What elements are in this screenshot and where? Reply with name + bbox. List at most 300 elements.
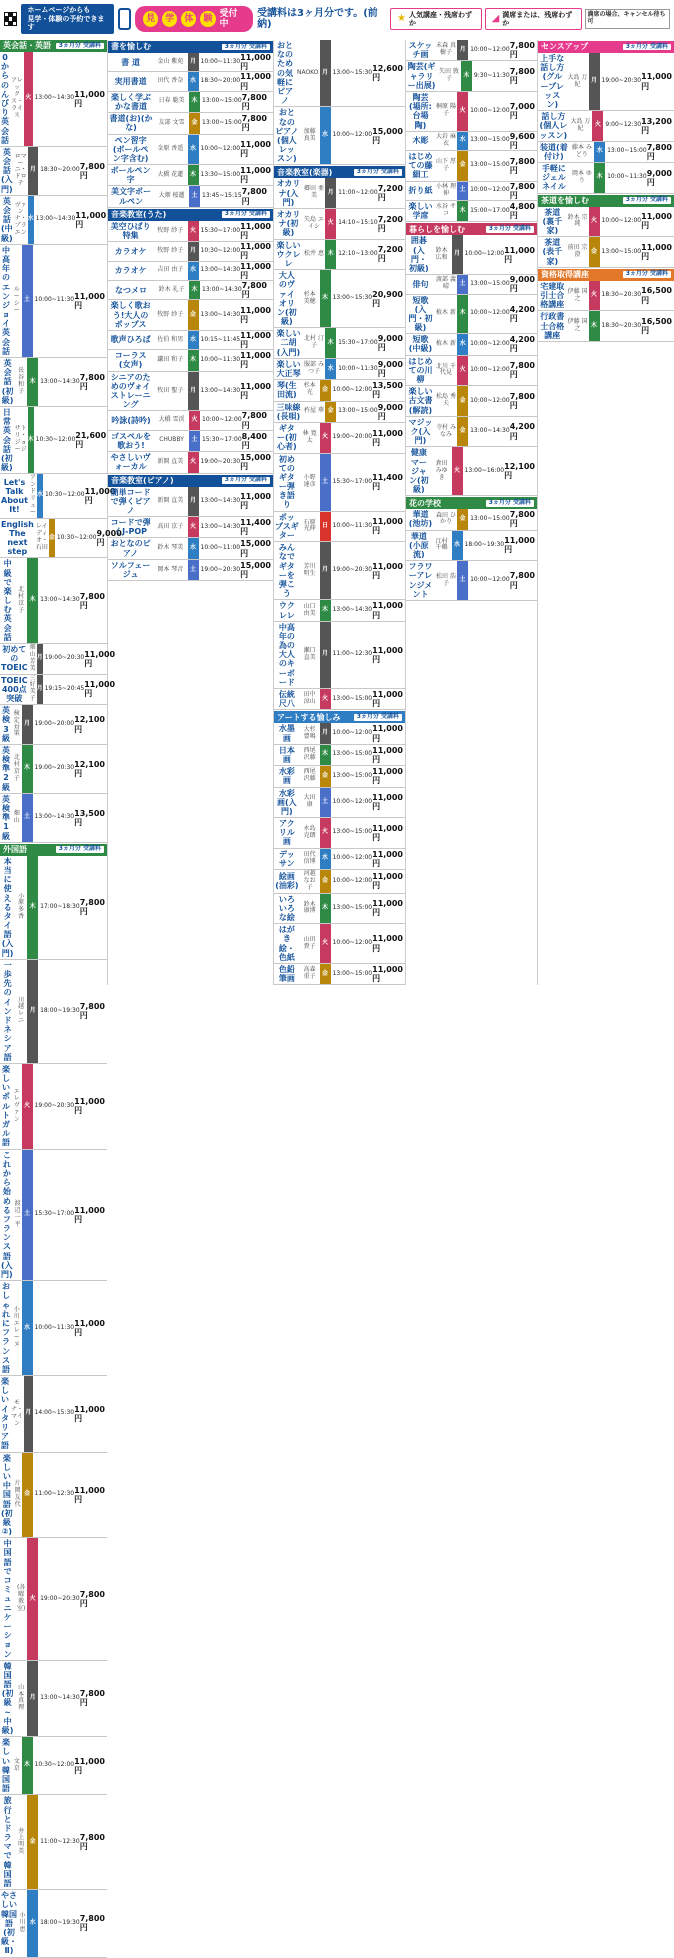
course-price <box>641 53 674 110</box>
course-row[interactable] <box>0 1737 107 1795</box>
course-price <box>80 147 107 195</box>
hp-line2: 見学・体験の予約できます <box>27 14 105 32</box>
course-price <box>510 356 537 386</box>
weekday-badge: 金 <box>320 870 331 893</box>
course-row[interactable] <box>108 262 273 281</box>
course-title: 中高年のエンジョイ英会話 <box>2 245 10 356</box>
course-row[interactable] <box>0 674 116 706</box>
price-value: 11,000円 <box>74 1485 105 1504</box>
price-value: 4,200円 <box>509 422 535 441</box>
course-row[interactable] <box>0 52 107 147</box>
instructor: 田代 信博 <box>303 850 316 865</box>
course-row[interactable] <box>406 295 537 335</box>
instructor: 河越 なお子 <box>303 870 316 891</box>
instructor: 植木 新 <box>436 339 456 347</box>
course-row[interactable] <box>274 924 405 964</box>
course-row[interactable] <box>274 40 405 107</box>
instructor: アンドリュー <box>29 474 36 516</box>
course-title: 華道(小原流) <box>409 531 429 559</box>
course-title: 茶道(裏千家) <box>542 207 563 235</box>
course-time: 13:00~15:00 <box>332 828 373 836</box>
section-title: 茶道を愉しむ <box>541 196 589 206</box>
instructor: 小原 多香 <box>18 892 25 921</box>
course-row[interactable] <box>0 1661 107 1738</box>
price-value: 12,600円 <box>372 63 403 83</box>
course-row[interactable] <box>108 135 273 166</box>
course-row[interactable] <box>108 517 273 538</box>
course-row[interactable] <box>406 132 537 151</box>
course-price <box>641 311 674 341</box>
course-row[interactable] <box>406 201 537 222</box>
course-title: 楽しい中国語(初級②) <box>1 1453 13 1537</box>
course-price <box>240 452 273 472</box>
price-value: 15,000円 <box>240 539 271 558</box>
course-list <box>538 53 674 194</box>
course-time: 17:00~18:30 <box>40 902 80 910</box>
course-price <box>378 402 405 422</box>
course-time: 14:00~15:30 <box>34 1409 75 1417</box>
course-row[interactable] <box>0 196 107 245</box>
weekday-badge: 木 <box>320 600 331 620</box>
instructor: 渡部 義晴 <box>436 276 456 291</box>
course-row[interactable] <box>108 221 273 242</box>
course-row[interactable] <box>274 542 405 600</box>
price-value: 9,000円 <box>377 359 403 378</box>
course-title: カラオケ <box>114 246 147 256</box>
course-row[interactable] <box>0 245 107 358</box>
instructor: 高森 重子 <box>303 966 316 981</box>
weekday-badge: 水 <box>452 531 463 561</box>
course-row[interactable] <box>108 560 273 581</box>
course-list <box>538 281 674 342</box>
course-price <box>510 386 537 416</box>
course-title: 日本画 <box>278 745 295 764</box>
course-row[interactable] <box>0 1150 107 1282</box>
course-time: 13:00~15:00 <box>338 407 378 415</box>
course-title: ギター(初心者) <box>277 423 297 452</box>
course-price <box>74 705 107 744</box>
course-title: 行政書士合格講座 <box>540 312 565 340</box>
weekday-badge: 火 <box>188 221 199 241</box>
course-time: 9:30~11:30 <box>473 71 510 79</box>
section-piano <box>108 475 273 487</box>
instructor: 金原 香遥 <box>157 144 184 152</box>
course-row[interactable] <box>0 1795 107 1890</box>
weekday-badge: 水 <box>594 142 605 162</box>
course-row[interactable] <box>406 447 537 496</box>
course-row[interactable] <box>108 92 273 113</box>
course-price <box>74 52 107 146</box>
weekday-badge: 火 <box>589 207 600 237</box>
course-row[interactable] <box>274 849 405 870</box>
tour-char-2: 学 <box>162 11 177 27</box>
course-price <box>641 111 674 141</box>
course-row[interactable] <box>274 240 405 271</box>
weekday-badge: 水 <box>457 334 468 354</box>
course-list <box>0 52 122 558</box>
course-row[interactable] <box>406 561 537 601</box>
course-row[interactable] <box>274 512 405 543</box>
course-price <box>378 240 405 270</box>
course-row[interactable] <box>108 186 273 207</box>
course-row[interactable] <box>108 300 273 331</box>
section-title: 資格取得講座 <box>541 270 589 280</box>
course-time: 18:30~20:00 <box>200 77 241 85</box>
instructor: 高田 京子 <box>157 522 184 530</box>
course-row[interactable] <box>108 165 273 186</box>
course-row[interactable] <box>108 538 273 559</box>
course-row[interactable] <box>406 182 537 201</box>
price-value: 11,000円 <box>372 690 403 709</box>
smartphone-icon <box>118 8 132 30</box>
course-row[interactable] <box>274 964 405 985</box>
course-time: 13:00~14:30 <box>35 215 76 223</box>
course-row[interactable] <box>538 163 674 194</box>
course-time: 19:00~20:00 <box>34 720 75 728</box>
course-time: 19:15~20:45 <box>44 684 85 692</box>
course-row[interactable] <box>406 61 537 92</box>
weekday-badge: 水 <box>320 849 331 869</box>
instructor: 前田 宗澄 <box>567 244 588 258</box>
course-list <box>0 856 107 1958</box>
instructor: 文 京 <box>13 1757 20 1772</box>
price-value: 7,800円 <box>79 161 105 180</box>
price-value: 7,800円 <box>509 391 535 410</box>
price-value: 7,200円 <box>377 214 403 233</box>
course-list <box>0 558 116 842</box>
course-title: 歌声ひろば <box>110 335 151 345</box>
course-row[interactable] <box>274 622 405 689</box>
course-price <box>240 372 273 411</box>
course-title: ゴスペルを歌おう! <box>111 431 152 450</box>
course-title: コードで弾くJ-POP <box>110 518 151 537</box>
price-value: 11,000円 <box>240 492 271 511</box>
course-title: 楽しいポルトガル語 <box>2 1064 10 1148</box>
weekday-badge: 月 <box>22 705 33 744</box>
course-title: 水墨画 <box>278 724 295 743</box>
course-row[interactable] <box>0 794 107 843</box>
course-price <box>75 407 108 473</box>
course-time: 10:00~12:00 <box>464 250 505 258</box>
fee-label: 3ヵ月分 受講料 <box>222 211 270 218</box>
course-row[interactable] <box>0 644 116 675</box>
page-header <box>0 0 674 38</box>
weekday-badge: 木 <box>22 1737 33 1794</box>
instructor: 大橋 雪渓 <box>158 416 185 424</box>
course-row[interactable] <box>274 788 405 819</box>
course-row[interactable] <box>406 417 537 448</box>
course-title: 話し方(個人レッスン) <box>539 112 568 140</box>
instructor: 長谷 和子 <box>18 367 25 395</box>
course-row[interactable] <box>406 531 537 562</box>
course-row[interactable] <box>406 235 537 275</box>
instructor: (各曜教室) <box>16 1584 26 1612</box>
course-row[interactable] <box>274 359 405 380</box>
course-price <box>74 1150 107 1281</box>
course-price <box>378 359 405 379</box>
course-price <box>75 196 108 244</box>
instructor: 芳川 明生 <box>303 562 316 577</box>
instructor: 田代 香奈 <box>157 77 184 85</box>
course-row[interactable] <box>274 600 405 621</box>
course-row[interactable] <box>538 281 674 312</box>
fee-label: 3ヵ月分 受講料 <box>486 500 534 507</box>
price-value: 11,000円 <box>240 221 271 240</box>
instructor: 森田 ひかり <box>436 511 456 526</box>
course-time: 13:00~15:00 <box>332 969 373 977</box>
course-price <box>504 235 537 274</box>
weekday-badge: 火 <box>325 209 336 239</box>
course-price <box>74 1737 107 1794</box>
instructor: 田中 涼山 <box>303 691 316 706</box>
course-row[interactable] <box>0 1064 107 1150</box>
course-price <box>372 542 405 599</box>
course-row[interactable] <box>0 1376 107 1453</box>
course-row[interactable] <box>0 1890 107 1957</box>
course-price <box>240 517 273 537</box>
course-time: 10:00~12:00 <box>470 45 510 53</box>
price-value: 7,800円 <box>509 571 535 590</box>
course-title: 水彩画(入門) <box>277 788 297 816</box>
price-value: 15,000円 <box>240 453 271 472</box>
course-row[interactable] <box>108 242 273 261</box>
instructor: 瀬口 直美 <box>303 646 316 661</box>
course-time: 18:30~20:30 <box>601 321 642 329</box>
section-title: 書を愉しむ <box>111 42 151 52</box>
course-title: 短歌(入門・初級) <box>408 295 433 333</box>
course-price <box>240 487 273 517</box>
course-title: オカリナ(初級) <box>276 210 301 238</box>
course-title: 大人のヴァイオリン(初級) <box>277 271 297 327</box>
course-row[interactable] <box>108 53 273 72</box>
weekday-badge: 金 <box>320 766 331 786</box>
price-value: 11,000円 <box>240 351 271 370</box>
course-price <box>372 745 405 765</box>
course-row[interactable] <box>538 311 674 342</box>
course-row[interactable] <box>274 270 405 328</box>
price-value: 11,000円 <box>372 793 403 812</box>
homepage-banner[interactable] <box>21 4 113 33</box>
course-time: 10:00~12:00 <box>332 131 373 139</box>
instructor: レイディオ・石田 <box>35 523 48 551</box>
course-title: はじめての川柳 <box>408 356 433 384</box>
legend-popular-label: 人気講座・残席わずか <box>409 10 473 27</box>
column-1 <box>0 40 122 1956</box>
course-time: 18:00~19:30 <box>40 1006 80 1014</box>
course-row[interactable] <box>274 107 405 165</box>
price-value: 13,200円 <box>641 116 672 135</box>
price-value: 11,000円 <box>74 1404 105 1423</box>
course-title: 英検3級 <box>2 706 10 743</box>
course-list <box>538 207 674 268</box>
course-row[interactable] <box>108 372 273 412</box>
course-row[interactable] <box>108 487 273 518</box>
course-row[interactable] <box>0 474 116 518</box>
course-price <box>372 454 405 511</box>
course-row[interactable] <box>406 275 537 294</box>
instructor: 石原 光伸 <box>303 518 316 533</box>
course-row[interactable] <box>406 334 537 355</box>
course-time: 10:00~12:00 <box>470 186 510 194</box>
course-row[interactable] <box>274 178 405 209</box>
course-row[interactable] <box>108 281 273 300</box>
course-row[interactable] <box>274 689 405 710</box>
price-value: 7,800円 <box>79 1833 105 1852</box>
course-time: 13:00~14:30 <box>202 285 242 293</box>
course-row[interactable] <box>274 766 405 787</box>
weekday-badge: 水 <box>37 474 43 517</box>
instructor: 鈴木 広和 <box>435 246 448 261</box>
course-title: 日常英会話(初級) <box>1 407 13 473</box>
course-row[interactable] <box>108 452 273 473</box>
course-row[interactable] <box>108 431 273 452</box>
course-row[interactable] <box>0 519 122 559</box>
price-value: 7,800円 <box>241 280 267 300</box>
course-time: 10:00~12:00 <box>470 576 510 584</box>
course-title: 美文字ボールペン <box>111 187 152 206</box>
course-row[interactable] <box>538 207 674 238</box>
course-time: 15:30~17:00 <box>332 477 373 485</box>
course-title: ウクレレ <box>278 601 295 620</box>
instructor: 矢田 敦子 <box>439 68 459 83</box>
course-title: 英会話(初級) <box>1 359 14 405</box>
section-title: 英会話・英語 <box>3 41 51 51</box>
course-title: 上手な話し方(グループレッスン) <box>540 54 565 109</box>
course-time: 13:00~15:00 <box>332 771 373 779</box>
course-price <box>510 509 537 529</box>
instructor: CHUBBY <box>159 436 184 444</box>
course-row[interactable] <box>0 1281 107 1376</box>
course-row[interactable] <box>0 745 107 794</box>
course-row[interactable] <box>108 72 273 91</box>
section-art <box>274 711 405 723</box>
course-row[interactable] <box>274 818 405 849</box>
course-row[interactable] <box>406 40 537 61</box>
section-title: センスアップ <box>541 42 589 52</box>
course-time: 15:00~17:00 <box>470 206 510 214</box>
course-time: 18:30~20:00 <box>40 166 80 174</box>
section-living <box>406 223 537 235</box>
course-row[interactable] <box>0 705 107 745</box>
course-time: 13:00~15:00 <box>470 279 510 287</box>
price-value: 9,600円 <box>509 131 535 150</box>
course-price <box>647 142 674 162</box>
course-title: 書 道 <box>121 57 140 67</box>
course-row[interactable] <box>406 509 537 530</box>
course-row[interactable] <box>0 1538 107 1660</box>
course-price <box>510 334 537 354</box>
course-row[interactable] <box>274 723 405 744</box>
course-row[interactable] <box>108 331 273 350</box>
course-row[interactable] <box>0 407 107 474</box>
course-title: 健康マージャン(初級) <box>409 448 429 495</box>
course-row[interactable] <box>274 328 405 359</box>
price-value: 11,000円 <box>240 261 271 280</box>
course-time: 13:00~15:00 <box>332 904 373 911</box>
course-title: マジック(入門) <box>408 417 433 446</box>
course-row[interactable] <box>274 380 405 401</box>
section-flower <box>406 497 537 509</box>
course-price <box>74 1376 107 1452</box>
course-title: Let's Talk About It! <box>1 477 28 515</box>
weekday-badge: 水 <box>188 331 199 349</box>
course-row[interactable] <box>274 745 405 766</box>
course-time: 14:10~15:10 <box>338 219 378 227</box>
course-row[interactable] <box>274 402 405 423</box>
instructor: 郷田 亜美 <box>304 185 324 200</box>
course-title: 楽しく歌おう!大人のポップス <box>110 301 151 329</box>
fee-label: 3ヵ月分 受講料 <box>354 169 402 176</box>
course-row[interactable] <box>406 386 537 417</box>
instructor: 松田 浩子 <box>436 572 456 587</box>
weekday-badge: 金 <box>457 509 468 529</box>
course-price <box>641 237 674 267</box>
course-row[interactable] <box>274 894 405 925</box>
course-row[interactable] <box>274 870 405 894</box>
course-row[interactable] <box>0 558 107 644</box>
course-title: おとなのピアノ(個人レッスン) <box>275 108 299 164</box>
course-row[interactable] <box>274 209 405 240</box>
course-row[interactable] <box>108 113 273 134</box>
price-value: 7,800円 <box>509 41 535 60</box>
course-row[interactable] <box>538 237 674 268</box>
course-row[interactable] <box>108 350 273 371</box>
instructor: 片岡 友代 <box>14 1480 21 1508</box>
price-value: 11,000円 <box>74 1205 105 1224</box>
course-title: TOEIC 400点突破 <box>1 675 28 703</box>
course-list <box>108 487 273 582</box>
price-value: 11,000円 <box>372 517 403 536</box>
price-value: 11,000円 <box>240 72 271 91</box>
course-row[interactable] <box>406 151 537 182</box>
instructor: ロマーニ・ドロテ <box>14 152 27 188</box>
instructor: 山下 厚子 <box>436 157 456 172</box>
course-time: 10:00~12:00 <box>470 106 510 114</box>
instructor: 鈴木 礼子 <box>158 285 185 293</box>
course-row[interactable] <box>274 423 405 454</box>
course-row[interactable] <box>0 960 107 1064</box>
instructor: 川越 レニ <box>18 996 25 1025</box>
course-price <box>240 221 273 241</box>
instructor: 大橋 花蓮 <box>157 170 184 178</box>
course-title: 簡単コードで弾くピアノ <box>110 487 151 515</box>
course-row[interactable] <box>274 454 405 512</box>
course-row[interactable] <box>108 411 273 430</box>
course-row[interactable] <box>538 53 674 111</box>
course-row[interactable] <box>406 356 537 387</box>
instructor: 友部 文雪 <box>158 118 185 126</box>
price-value: 11,000円 <box>240 381 271 400</box>
course-time: 10:30~12:00 <box>56 533 97 541</box>
course-row[interactable] <box>0 358 107 407</box>
course-list <box>274 40 405 165</box>
course-row[interactable] <box>538 142 674 163</box>
section-singing <box>108 209 273 221</box>
course-price <box>372 766 405 786</box>
weekday-badge: 月 <box>320 723 331 743</box>
course-title: 吟詠(詩吟) <box>111 415 151 425</box>
course-row[interactable] <box>0 856 107 960</box>
weekday-badge: 水 <box>188 262 199 280</box>
section-english <box>0 40 107 52</box>
course-row[interactable] <box>538 111 674 142</box>
fee-label: 3ヵ月分 受講料 <box>486 226 534 233</box>
course-row[interactable] <box>0 1453 107 1539</box>
weekday-badge: 水 <box>22 1281 33 1375</box>
instructor: 倉田 みゆき <box>435 459 448 481</box>
course-row[interactable] <box>0 147 107 196</box>
course-row[interactable] <box>406 92 537 132</box>
